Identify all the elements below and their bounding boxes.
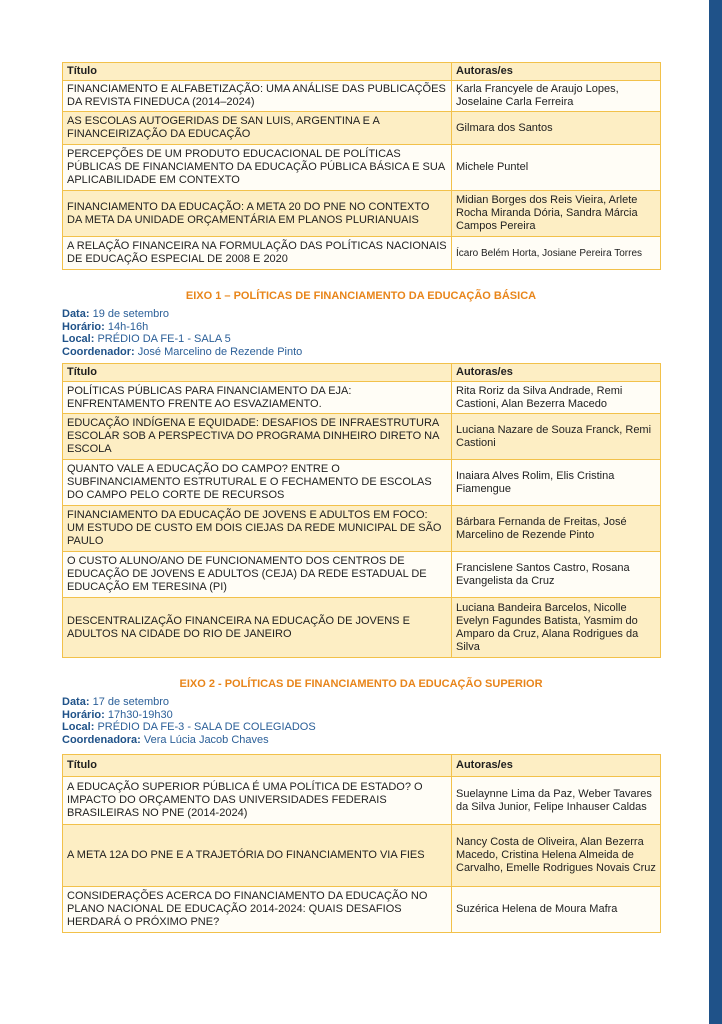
- table-row: [63, 414, 661, 460]
- table-row: [63, 777, 661, 825]
- paper-title: A RELAÇÃO FINANCEIRA NA FORMULAÇÃO DAS POLÍTICAS NACIONAIS DE EDUCAÇÃO ESPECIAL DE 2008 E 2020: [63, 237, 452, 270]
- paper-authors: Luciana Nazare de Souza Franck, Remi Castioni: [452, 414, 661, 460]
- header-title: Título: [63, 63, 452, 81]
- paper-authors: Nancy Costa de Oliveira, Alan Bezerra Macedo, Cristina Helena Almeida de Carvalho, Emelle Rodrigues Novais Cruz: [452, 825, 661, 887]
- location-value: PRÉDIO DA FE-3 - SALA DE COLEGIADOS: [97, 721, 316, 733]
- date-value: 19 de setembro: [92, 308, 170, 320]
- paper-title: CONSIDERAÇÕES ACERCA DO FINANCIAMENTO DA EDUCAÇÃO NO PLANO NACIONAL DE EDUCAÇÃO 2014-2024: QUAIS DESAFIOS HERDARÁ O PRÓXIMO PNE?: [63, 887, 452, 933]
- table-row: [63, 598, 661, 658]
- coordinator-value: Vera Lúcia Jacob Chaves: [143, 733, 269, 746]
- paper-authors: Bárbara Fernanda de Freitas, José Marcelino de Rezende Pinto: [452, 506, 661, 552]
- paper-authors: Ícaro Belém Horta, Josiane Pereira Torres: [452, 237, 661, 270]
- paper-title: EDUCAÇÃO INDÍGENA E EQUIDADE: DESAFIOS DE INFRAESTRUTURA ESCOLAR SOB A PERSPECTIVA DO PROGRAMA DINHEIRO DIRETO NA ESCOLA: [63, 414, 452, 460]
- paper-authors: Midian Borges dos Reis Vieira, Arlete Rocha Miranda Dória, Sandra Márcia Campos Pereira: [452, 191, 661, 237]
- table-header-row: [63, 364, 661, 382]
- date-label: Data:: [62, 696, 90, 708]
- coordinator-value: José Marcelino de Rezende Pinto: [137, 345, 303, 358]
- location-label: Local:: [62, 721, 95, 733]
- paper-authors: Luciana Bandeira Barcelos, Nicolle Evelyn Fagundes Batista, Yasmim do Amparo da Cruz, Alana Rodrigues da Silva: [452, 598, 661, 658]
- table-header-row: [63, 63, 661, 81]
- paper-title: AS ESCOLAS AUTOGERIDAS DE SAN LUIS, ARGENTINA E A FINANCEIRIZAÇÃO DA EDUCAÇÃO: [63, 112, 452, 145]
- table-row: [63, 887, 661, 933]
- coordinator-label: Coordenadora:: [62, 733, 141, 746]
- paper-title: A META 12A DO PNE E A TRAJETÓRIA DO FINANCIAMENTO VIA FIES: [63, 825, 452, 887]
- paper-title: PERCEPÇÕES DE UM PRODUTO EDUCACIONAL DE POLÍTICAS PÚBLICAS DE FINANCIAMENTO DA EDUCAÇÃO PÚBLICA BÁSICA E SUA APLICABILIDADE EM CONTEXTO: [63, 145, 452, 191]
- paper-authors: Suzérica Helena de Moura Mafra: [452, 887, 661, 933]
- paper-title: FINANCIAMENTO E ALFABETIZAÇÃO: UMA ANÁLISE DAS PUBLICAÇÕES DA REVISTA FINEDUCA (2014–2024): [63, 81, 452, 112]
- time-label: Horário:: [62, 708, 105, 721]
- paper-title: POLÍTICAS PÚBLICAS PARA FINANCIAMENTO DA EJA: ENFRENTAMENTO FRENTE AO ESVAZIAMENTO.: [63, 382, 452, 414]
- page-content: [62, 62, 660, 933]
- table-previous-session: [62, 62, 661, 270]
- table-eixo-1: [62, 363, 661, 658]
- table-row: [63, 191, 661, 237]
- table-row: [63, 506, 661, 552]
- paper-title: A EDUCAÇÃO SUPERIOR PÚBLICA É UMA POLÍTICA DE ESTADO? O IMPACTO DO ORÇAMENTO DAS UNIVERSIDADES FEDERAIS BRASILEIRAS NO PNE (2014-2024): [63, 777, 452, 825]
- paper-authors: Inaiara Alves Rolim, Elis Cristina Fiamengue: [452, 460, 661, 506]
- right-edge-bar: [709, 0, 722, 1024]
- paper-title: QUANTO VALE A EDUCAÇÃO DO CAMPO? ENTRE O SUBFINANCIAMENTO ESTRUTURAL E O FECHAMENTO DE ESCOLAS DO CAMPO PELO CORTE DE RECURSOS: [63, 460, 452, 506]
- table-row: [63, 825, 661, 887]
- paper-title: DESCENTRALIZAÇÃO FINANCEIRA NA EDUCAÇÃO DE JOVENS E ADULTOS NA CIDADE DO RIO DE JANEIRO: [63, 598, 452, 658]
- header-authors: Autoras/es: [452, 63, 661, 81]
- time-value: 14h-16h: [107, 320, 149, 333]
- paper-authors: Karla Francyele de Araujo Lopes, Joselaine Carla Ferreira: [452, 81, 661, 112]
- table-row: [63, 552, 661, 598]
- section-title-eixo-2: EIXO 2 - POLÍTICAS DE FINANCIAMENTO DA EDUCAÇÃO SUPERIOR: [179, 678, 543, 690]
- header-title: Título: [63, 755, 452, 777]
- paper-title: FINANCIAMENTO DA EDUCAÇÃO DE JOVENS E ADULTOS EM FOCO: UM ESTUDO DE CUSTO EM DOIS CIEJAS DA REDE MUNICIPAL DE SÃO PAULO: [63, 506, 452, 552]
- section-title-eixo-1: EIXO 1 – POLÍTICAS DE FINANCIAMENTO DA EDUCAÇÃO BÁSICA: [185, 290, 537, 302]
- location-value: PRÉDIO DA FE-1 - SALA 5: [97, 333, 231, 345]
- header-authors: Autoras/es: [452, 364, 661, 382]
- date-label: Data:: [62, 308, 90, 320]
- table-row: [63, 382, 661, 414]
- table-eixo-2: [62, 754, 661, 933]
- paper-authors: Michele Puntel: [452, 145, 661, 191]
- table-row: [63, 145, 661, 191]
- table-row: [63, 237, 661, 270]
- header-title: Título: [63, 364, 452, 382]
- paper-authors: Suelaynne Lima da Paz, Weber Tavares da Silva Junior, Felipe Inhauser Caldas: [452, 777, 661, 825]
- date-value: 17 de setembro: [92, 696, 170, 708]
- time-value: 17h30-19h30: [107, 708, 173, 721]
- time-label: Horário:: [62, 320, 105, 333]
- paper-authors: Francislene Santos Castro, Rosana Evangelista da Cruz: [452, 552, 661, 598]
- header-authors: Autoras/es: [452, 755, 661, 777]
- table-header-row: [63, 755, 661, 777]
- table-row: [63, 81, 661, 112]
- session-info-eixo-2: [62, 696, 660, 746]
- paper-title: FINANCIAMENTO DA EDUCAÇÃO: A META 20 DO PNE NO CONTEXTO DA META DA UNIDADE ORÇAMENTÁRIA EM PLANOS PLURIANUAIS: [63, 191, 452, 237]
- table-row: [63, 112, 661, 145]
- coordinator-label: Coordenador:: [62, 345, 135, 358]
- location-label: Local:: [62, 333, 95, 345]
- paper-authors: Gilmara dos Santos: [452, 112, 661, 145]
- paper-title: O CUSTO ALUNO/ANO DE FUNCIONAMENTO DOS CENTROS DE EDUCAÇÃO DE JOVENS E ADULTOS (CEJA) DA REDE ESTADUAL DE EDUCAÇÃO EM TERESINA (PI): [63, 552, 452, 598]
- table-row: [63, 460, 661, 506]
- session-info-eixo-1: [62, 308, 660, 358]
- paper-authors: Rita Roriz da Silva Andrade, Remi Castioni, Alan Bezerra Macedo: [452, 382, 661, 414]
